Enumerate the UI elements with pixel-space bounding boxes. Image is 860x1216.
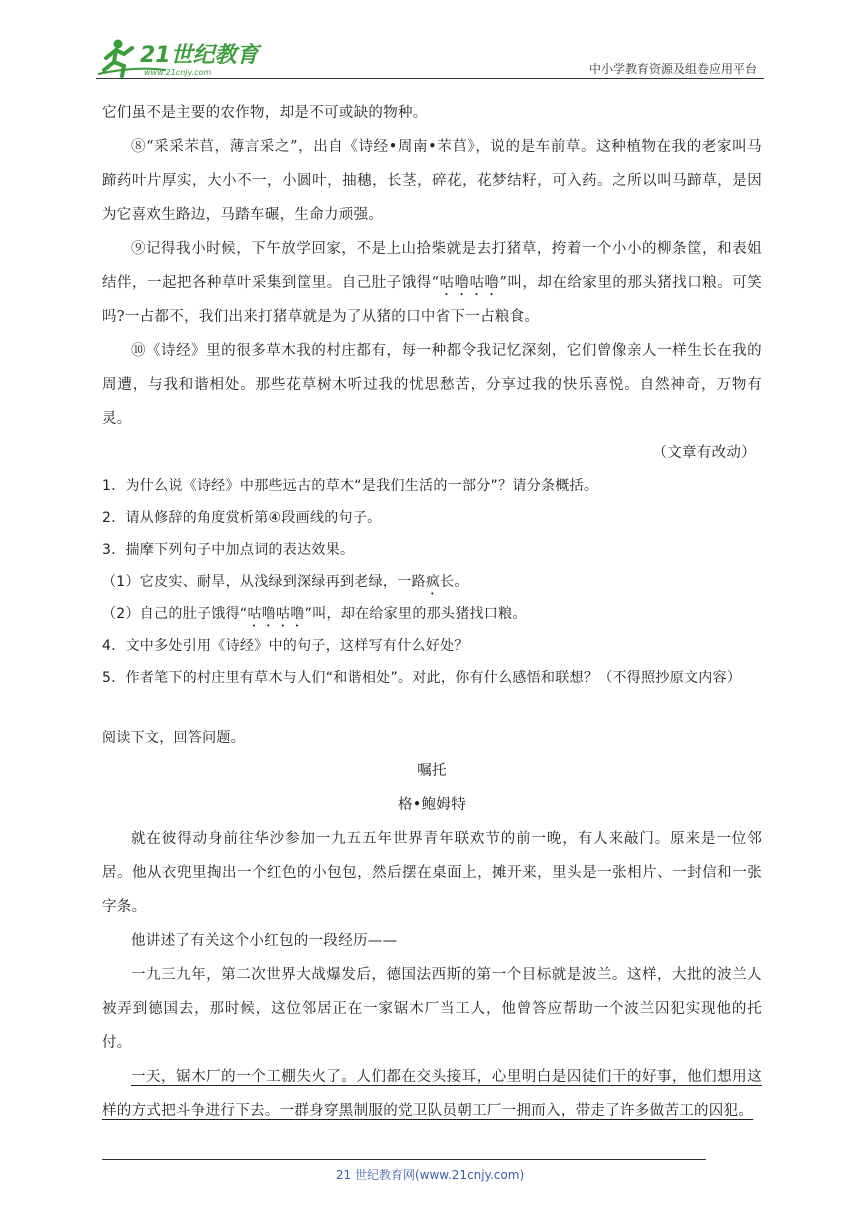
passage1-paragraph-10: ⑩《诗经》里的很多草木我的村庄都有，每一种都令我记忆深刻，它们曾像亲人一样生长在我的周遭，与我和谐相处。那些花草树木听过我的忧思愁苦，分享过我的快乐喜悦。自然神奇，万物有灵。 [102, 343, 762, 427]
passage2-title: 嘱托 [417, 763, 447, 779]
platform-name: 中小学教育资源及组卷应用平台 [588, 62, 757, 76]
passage2-paragraph-3: 一九三九年，第二次世界大战爆发后，德国法西斯的第一个目标就是波兰。这样，大批的波兰人被弄到德国去，那时候，这位邻居正在一家锯木厂当工人，他曾答应帮助一个波兰囚犯实现他的托付。 [102, 967, 762, 1051]
question-4: 4．文中多处引用《诗经》中的句子，这样写有什么好处？ [102, 638, 469, 654]
question-3-1: （1）它皮实、耐旱，从浅绿到深绿再到老绿，一路疯长。 [102, 574, 469, 590]
site-logo [96, 36, 266, 80]
dotted-word: 咕噜咕噜 [247, 606, 305, 622]
dotted-word: 咕噜咕噜 [439, 275, 500, 291]
passage2-paragraph-4-underlined: 一天，锯木厂的一个工棚失火了。人们都在交头接耳，心里明白是囚徒们干的好事，他们想用这样的方式把斗争进行下去。一群身穿黑制服的党卫队员朝工厂一拥而入，带走了许多做苦工的囚犯。 [102, 1069, 762, 1119]
passage1-paragraph: 它们虽不是主要的农作物，却是不可或缺的物种。 [102, 105, 428, 121]
passage2-author: 格•鲍姆特 [397, 797, 467, 813]
reading-instruction: 阅读下文，回答问题。 [102, 730, 245, 746]
question-1: 1．为什么说《诗经》中那些远古的草木“是我们生活的一部分”？请分条概括。 [102, 478, 599, 494]
header-divider [96, 78, 764, 79]
passage2-paragraph-2: 他讲述了有关这个小红包的一段经历—— [131, 933, 398, 949]
revision-note: （文章有改动） [652, 445, 756, 461]
dotted-word: 疯 [425, 574, 441, 590]
page-header [0, 0, 860, 80]
question-3: 3．揣摩下列句子中加点词的表达效果。 [102, 542, 355, 558]
question-2: 2．请从修辞的角度赏析第④段画线的句子。 [102, 510, 382, 526]
footer-link[interactable]: 21 世纪教育网(www.21cnjy.com) [335, 1168, 525, 1182]
document-body [102, 96, 762, 1128]
passage2-paragraph-1: 就在彼得动身前往华沙参加一九五五年世界青年联欢节的前一晚，有人来敲门。原来是一位邻居。他从衣兜里掏出一个红色的小包包，然后摆在桌面上，摊开来，里头是一张相片、一封信和一张字条。 [102, 831, 762, 915]
question-5: 5．作者笔下的村庄里有草木与人们“和谐相处”。对此，你有什么感悟和联想？（不得照抄原文内容） [102, 670, 742, 686]
question-3-2: （2）自己的肚子饿得“咕噜咕噜”叫，却在给家里的那头猪找口粮。 [102, 606, 527, 622]
footer-divider [102, 1159, 706, 1160]
passage1-paragraph-8: ⑧“采采芣苢，薄言采之”，出自《诗经•周南•芣苢》，说的是车前草。这种植物在我的老家叫马蹄药叶片厚实，大小不一，小圆叶，抽穗，长茎，碎花，花梦结籽，可入药。之所以叫马蹄草，是因为它喜欢生路边，马踏车碾，生命力顽强。 [102, 139, 762, 223]
svg-text:21世纪教育: 21世纪教育 [140, 43, 259, 68]
svg-text:www.21cnjy.com: www.21cnjy.com [144, 68, 212, 77]
passage1-paragraph-9: ⑨记得我小时候，下午放学回家，不是上山拾柴就是去打猪草，挎着一个小小的柳条筐，和表姐结伴，一起把各种草叶采集到筐里。自己肚子饿得“咕噜咕噜”叫，却在给家里的那头猪找口粮。可笑吗?一占都不，我们出来打猪草就是为了从猪的口中省下一占粮食。 [102, 241, 763, 325]
